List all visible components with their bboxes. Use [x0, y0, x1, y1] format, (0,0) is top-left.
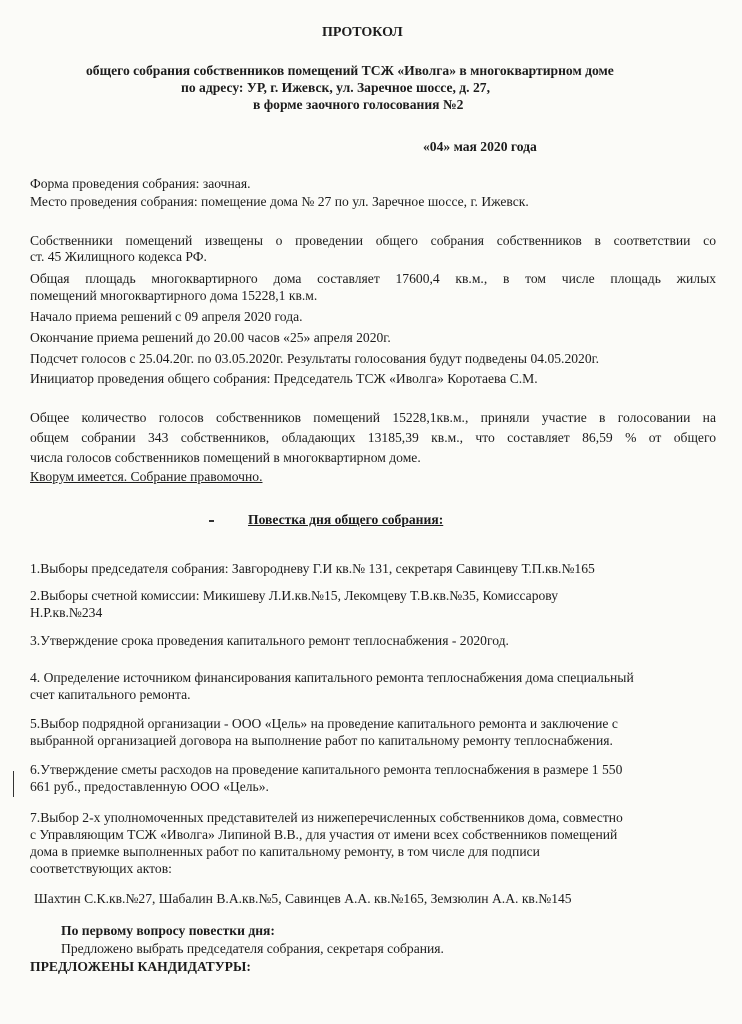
- document-vote-form: в форме заочного голосования №2: [253, 97, 464, 112]
- area-line-1: Общая площадь многоквартирного дома составляет 17600,4 кв.м., в том числе площадь жилых: [30, 271, 716, 286]
- agenda-item-2-cont: Н.Р.кв.№234: [30, 605, 103, 620]
- acceptance-start: Начало приема решений с 09 апреля 2020 года.: [30, 309, 303, 324]
- agenda-item-4: 4. Определение источником финансирования капитального ремонта теплоснабжения дома специальный: [30, 670, 634, 685]
- agenda-item-5: 5.Выбор подрядной организации - ООО «Цель» на проведение капитального ремонта и заключение с: [30, 716, 618, 731]
- votes-line-2: общем собрании 343 собственников, обладающих 13185,39 кв.м., что составляет 86,59 % от общего: [30, 430, 716, 445]
- agenda-item-3: 3.Утверждение срока проведения капитального ремонт теплоснабжения - 2020год.: [30, 633, 509, 648]
- quorum-statement: Кворум имеется. Собрание правомочно.: [30, 469, 263, 484]
- notice-line-2: ст. 45 Жилищного кодекса РФ.: [30, 249, 207, 264]
- meeting-form: Форма проведения собрания: заочная.: [30, 176, 251, 191]
- agenda-heading: Повестка дня общего собрания:: [248, 512, 444, 527]
- candidates-heading: ПРЕДЛОЖЕНЫ КАНДИДАТУРЫ:: [30, 959, 251, 974]
- votes-line-3: числа голосов собственников помещений в многоквартирном доме.: [30, 450, 421, 465]
- agenda-item-1: 1.Выборы председателя собрания: Завгородневу Г.И кв.№ 131, секретаря Савинцеву Т.П.кв.№165: [30, 561, 595, 576]
- agenda-item-4-cont: счет капитального ремонта.: [30, 687, 191, 702]
- question-1-heading: По первому вопросу повестки дня:: [61, 923, 275, 938]
- agenda-item-7-cont-1: с Управляющим ТСЖ «Иволга» Липиной В.В., для участия от имени всех собственников помещений: [30, 827, 618, 842]
- vote-count-period: Подсчет голосов с 25.04.20г. по 03.05.2020г. Результаты голосования будут подведены 04.05.2020г.: [30, 351, 600, 366]
- document-subtitle: общего собрания собственников помещений ТСЖ «Иволга» в многоквартирном доме: [86, 63, 614, 78]
- agenda-item-6-cont: 661 руб., предоставленную ООО «Цель».: [30, 779, 269, 794]
- agenda-item-2: 2.Выборы счетной комиссии: Микишеву Л.И.кв.№15, Лекомцеву Т.В.кв.№35, Комиссарову: [30, 588, 559, 603]
- acceptance-end: Окончание приема решений до 20.00 часов «25» апреля 2020г.: [30, 330, 391, 345]
- agenda-item-7-cont-3: соответствующих актов:: [30, 861, 172, 876]
- agenda-item-6: 6.Утверждение сметы расходов на проведение капитального ремонта теплоснабжения в размере 1 550: [30, 762, 623, 777]
- document-title: ПРОТОКОЛ: [322, 25, 403, 40]
- agenda-item-5-cont: выбранной организацией договора на выполнение работ по капитальному ремонту теплоснабжения.: [30, 733, 613, 748]
- document-date: «04» мая 2020 года: [423, 139, 537, 154]
- area-line-2: помещений многоквартирного дома 15228,1 кв.м.: [30, 288, 318, 303]
- meeting-place: Место проведения собрания: помещение дома № 27 по ул. Заречное шоссе, г. Ижевск.: [30, 194, 529, 209]
- votes-line-1: Общее количество голосов собственников помещений 15228,1кв.м., приняли участие в голосовании на: [30, 410, 716, 425]
- notice-line-1: Собственники помещений извещены о проведении общего собрания собственников в соответствии со: [30, 233, 716, 248]
- question-1-proposal: Предложено выбрать председателя собрания, секретаря собрания.: [61, 941, 444, 956]
- scan-dash-mark: [209, 520, 214, 522]
- agenda-item-7-names: Шахтин С.К.кв.№27, Шабалин В.А.кв.№5, Савинцев А.А. кв.№165, Земзюлин А.А. кв.№145: [34, 891, 572, 906]
- scan-margin-mark: [13, 771, 14, 797]
- document-address: по адресу: УР, г. Ижевск, ул. Заречное шоссе, д. 27,: [181, 80, 490, 95]
- agenda-item-7: 7.Выбор 2-х уполномоченных представителей из нижеперечисленных собственников дома, совместно: [30, 810, 623, 825]
- agenda-item-7-cont-2: дома в приемке выполненных работ по капитальному ремонту, в том числе для подписи: [30, 844, 540, 859]
- meeting-initiator: Инициатор проведения общего собрания: Председатель ТСЖ «Иволга» Коротаева С.М.: [30, 371, 538, 386]
